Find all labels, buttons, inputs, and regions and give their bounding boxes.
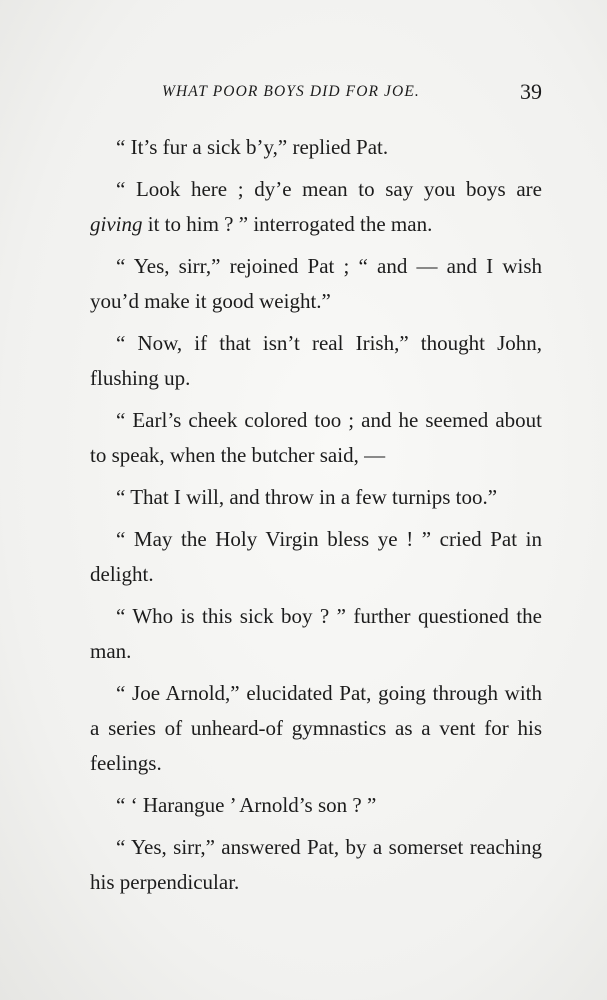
paragraph: “ Joe Arnold,” elucidated Pat, going through with a series of unheard-of gymnastics as a vent for his feelings.: [90, 681, 542, 775]
paragraph: “ Yes, sirr,” answered Pat, by a somerset reaching his perpendicular.: [90, 835, 542, 895]
paragraph: “ That I will, and throw in a few turnips too.”: [116, 485, 498, 510]
running-title: WHAT POOR BOYS DID FOR JOE.: [162, 83, 420, 100]
paragraph: “ Yes, sirr,” rejoined Pat ; “ and — and I wish you’d make it good weight.”: [90, 254, 542, 313]
paragraph: “ Earl’s cheek colored too ; and he seemed about to speak, when the butcher said, —: [90, 408, 542, 467]
body-text: [90, 130, 542, 907]
paragraph: “ May the Holy Virgin bless ye ! ” cried Pat in delight.: [90, 527, 542, 587]
paragraph: “ Who is this sick boy ? ” further questioned the man.: [90, 604, 542, 664]
paragraph: “ ‘ Harangue ’ Arnold’s son ? ”: [116, 793, 377, 818]
page-number: 39: [520, 79, 542, 104]
emphasized-word: giving: [90, 211, 143, 236]
running-head: [88, 80, 544, 104]
paragraph: “ Look here ; dy’e mean to say you boys are giving it to him ? ” interrogated the man.: [90, 177, 542, 236]
paragraph: “ Now, if that isn’t real Irish,” thought John, flushing up.: [90, 331, 542, 390]
paragraph: “ It’s fur a sick b’y,” replied Pat.: [116, 135, 389, 159]
